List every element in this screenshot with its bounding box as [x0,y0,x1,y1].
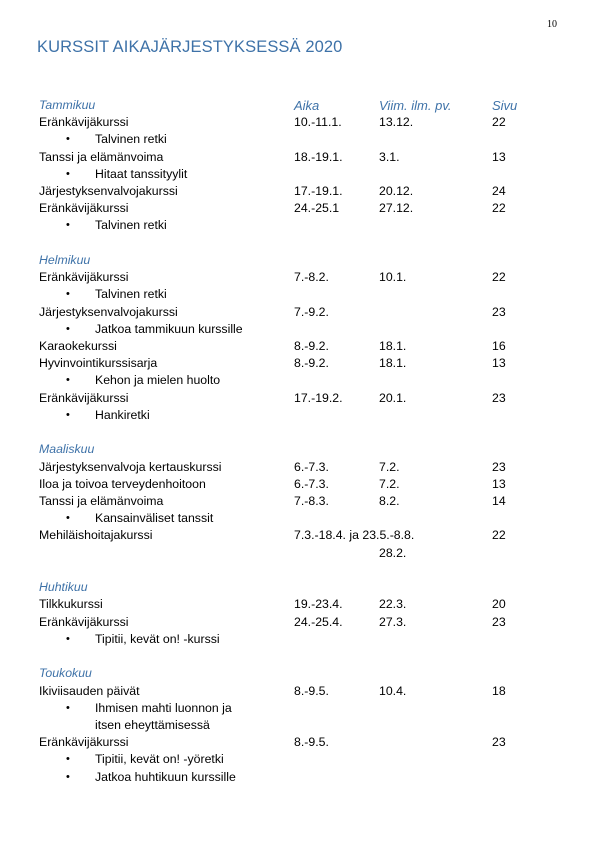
course-date: 6.-7.3. [294,459,329,474]
month-name: Huhtikuu [39,580,88,595]
course-detail-row [0,407,595,424]
course-detail-row [0,717,595,734]
page-title: KURSSIT AIKAJÄRJESTYKSESSÄ 2020 [37,38,343,56]
course-date: 17.-19.1. [294,183,343,198]
course-registration-deadline: 27.12. [379,201,414,216]
course-row [0,734,595,751]
course-row [0,683,595,700]
course-page: 23 [492,304,506,319]
course-page: 13 [492,356,506,371]
month-header-row [0,252,595,269]
month-header-row [0,97,595,114]
course-detail: Tipitii, kevät on! -kurssi [95,631,220,646]
course-detail-row [0,131,595,148]
course-page: 23 [492,459,506,474]
course-detail-row [0,700,595,717]
course-page: 22 [492,528,506,543]
course-registration-deadline: 20.1. [379,390,407,405]
course-page: 13 [492,149,506,164]
course-date: 24.-25.4. [294,614,343,629]
course-name: Järjestyksenvalvojakurssi [39,183,178,198]
course-name: Järjestyksenvalvoja kertauskurssi [39,459,222,474]
bullet-icon: • [66,632,70,645]
column-header-registration: Viim. ilm. pv. [379,98,452,113]
course-registration-deadline: 10.4. [379,683,407,698]
course-continuation-row [0,545,595,562]
course-detail: Ihmisen mahti luonnon ja [95,700,232,715]
month-header-row [0,441,595,458]
course-page: 13 [492,476,506,491]
course-page: 22 [492,270,506,285]
month-header-row [0,579,595,596]
course-detail-row [0,217,595,234]
course-detail: Hankiretki [95,407,150,422]
course-detail: Talvinen retki [95,287,167,302]
bullet-icon: • [66,133,70,146]
bullet-icon: • [66,288,70,301]
course-name: Mehiläishoitajakurssi [39,528,153,543]
bullet-icon: • [66,374,70,387]
bullet-icon: • [66,219,70,232]
course-date: 7.-9.2. [294,304,329,319]
course-row [0,338,595,355]
course-date: 19.-23.4. [294,597,343,612]
column-header-page: Sivu [492,98,518,113]
course-detail: Jatkoa tammikuun kurssille [95,321,243,336]
course-page: 18 [492,683,506,698]
course-registration-deadline: 22.3. [379,597,407,612]
section-spacer [0,235,595,253]
course-name: Ikiviisauden päivät [39,683,140,698]
course-registration-deadline: 3.1. [379,149,400,164]
course-registration-deadline: 28.2. [379,545,407,560]
course-registration-deadline: 7.2. [379,459,400,474]
course-detail-row [0,372,595,389]
course-row [0,149,595,166]
course-name: Iloa ja toivoa terveydenhoitoon [39,476,206,491]
course-name: Eränkävijäkurssi [39,201,129,216]
month-name: Maaliskuu [39,442,95,457]
course-date: 8.-9.2. [294,338,329,353]
course-page: 24 [492,183,506,198]
course-registration-deadline: 20.12. [379,183,414,198]
course-date: 17.-19.2. [294,390,343,405]
course-date: 8.-9.5. [294,735,329,750]
course-date: 7.3.-18.4. ja 23.5.-8.8. [294,528,415,543]
course-detail: Hitaat tanssityylit [95,166,188,181]
bullet-icon: • [66,322,70,335]
course-date: 8.-9.2. [294,356,329,371]
course-page: 22 [492,115,506,130]
course-row [0,114,595,131]
month-header-row [0,665,595,682]
month-name: Helmikuu [39,253,91,267]
course-detail: Talvinen retki [95,132,167,147]
course-detail: Tipitii, kevät on! -yöretki [95,752,224,767]
course-detail-row [0,751,595,768]
course-row [0,183,595,200]
section-spacer [0,562,595,580]
course-date: 8.-9.5. [294,683,329,698]
section-spacer [0,424,595,442]
course-date: 7.-8.3. [294,493,329,508]
course-detail-row [0,769,595,786]
page-number: 10 [547,19,557,30]
course-name: Eränkävijäkurssi [39,614,129,629]
course-row [0,459,595,476]
course-row [0,476,595,493]
section-spacer [0,648,595,666]
course-registration-deadline: 8.2. [379,493,400,508]
course-name: Hyvinvointikurssisarja [39,356,158,371]
course-row [0,390,595,407]
course-page: 22 [492,201,506,216]
course-row [0,527,595,544]
course-page: 23 [492,614,506,629]
course-detail: Kehon ja mielen huolto [95,373,221,388]
course-detail-row [0,631,595,648]
course-name: Eränkävijäkurssi [39,115,129,130]
bullet-icon: • [66,701,70,714]
course-row [0,596,595,613]
bullet-icon: • [66,753,70,766]
bullet-icon: • [66,770,70,783]
month-name: Tammikuu [39,98,96,112]
course-date: 24.-25.1 [294,201,340,216]
course-row [0,355,595,372]
course-name: Tanssi ja elämänvoima [39,149,164,164]
course-name: Tanssi ja elämänvoima [39,493,164,508]
course-row [0,304,595,321]
course-registration-deadline: 10.1. [379,270,407,285]
bullet-icon: • [66,167,70,180]
month-name: Toukokuu [39,666,92,681]
course-registration-deadline: 27.3. [379,614,407,629]
course-registration-deadline: 18.1. [379,356,407,371]
course-row [0,614,595,631]
course-detail-row [0,286,595,303]
course-detail: itsen eheyttämisessä [95,718,210,732]
course-detail: Kansainväliset tanssit [95,511,214,526]
course-date: 18.-19.1. [294,149,343,164]
course-page: 14 [492,493,506,508]
course-detail: Talvinen retki [95,218,167,233]
course-page: 20 [492,597,506,612]
course-name: Eränkävijäkurssi [39,735,129,750]
course-name: Järjestyksenvalvojakurssi [39,304,178,319]
course-date: 7.-8.2. [294,270,329,285]
course-detail: Jatkoa huhtikuun kurssille [95,769,236,784]
course-name: Tilkkukurssi [39,597,103,612]
course-page: 23 [492,735,506,750]
course-detail-row [0,321,595,338]
course-page: 23 [492,390,506,405]
course-registration-deadline: 18.1. [379,338,407,353]
course-registration-deadline: 7.2. [379,476,400,491]
course-registration-deadline: 13.12. [379,115,414,130]
course-page: 16 [492,338,506,353]
course-detail-row [0,166,595,183]
bullet-icon: • [66,512,70,525]
course-name: Eränkävijäkurssi [39,390,129,405]
course-date: 10.-11.1. [294,115,342,130]
course-detail-row [0,510,595,527]
course-row [0,269,595,286]
course-row [0,200,595,217]
course-date: 6.-7.3. [294,476,329,491]
course-row [0,493,595,510]
course-name: Karaokekurssi [39,338,117,353]
course-name: Eränkävijäkurssi [39,270,129,285]
column-header-date: Aika [294,98,320,113]
course-schedule [0,97,595,786]
bullet-icon: • [66,408,70,421]
